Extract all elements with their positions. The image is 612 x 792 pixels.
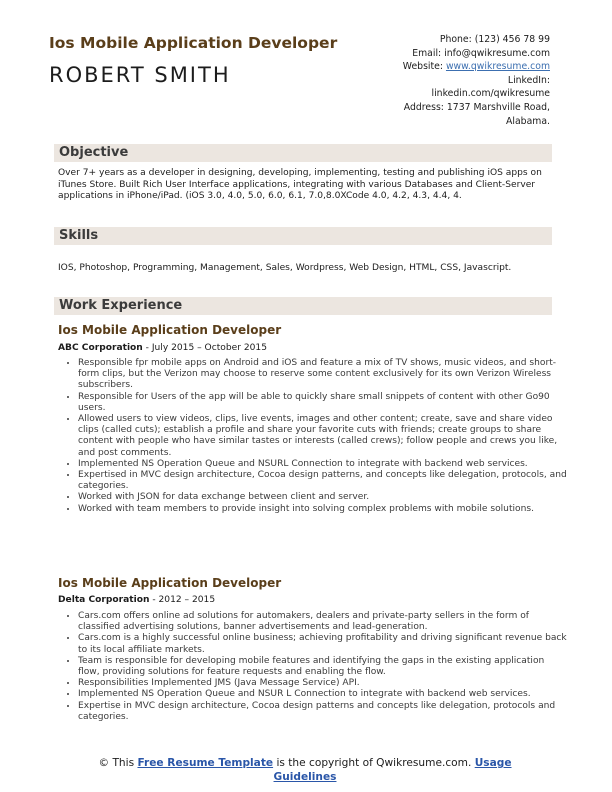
candidate-name: ROBERT SMITH [49,63,231,87]
job-bullet: • Implemented NS Operation Queue and NSUR L Connection to integrate with backend web services. [78,689,568,700]
job-dates: - 2012 – 2015 [149,595,216,605]
contact-address-line2: Alabama. [506,115,550,127]
job-bullet-list [58,611,568,723]
job-bullet: • Expertise in MVC design architecture, Cocoa design patterns and concepts like delegation, protocols and categories. [78,701,568,723]
job-title: Ios Mobile Application Developer [58,576,282,590]
skills-text: IOS, Photoshop, Programming, Management, Sales, Wordpress, Web Design, HTML, CSS, Javascript. [58,263,512,273]
footer-middle: is the copyright of Qwikresume.com. [273,757,475,769]
footer-prefix: © This [98,757,138,769]
website-link[interactable]: www.qwikresume.com [445,61,550,73]
contact-website [320,60,550,74]
work-experience-section-header [54,297,552,315]
website-label: Website: [402,61,446,73]
contact-block [320,33,550,128]
footer-copyright [70,757,540,784]
job-title: Ios Mobile Application Developer [58,323,282,337]
objective-section-header [54,144,552,162]
job-company-line [58,343,267,353]
job-company-line [58,595,215,605]
work-experience-heading: Work Experience [59,298,183,313]
contact-phone: Phone: (123) 456 78 99 [439,34,550,45]
job-bullet: • Worked with JSON for data exchange between client and server. [78,492,568,503]
contact-linkedin-url: linkedin.com/qwikresume [431,88,550,100]
company-name: Delta Corporation [58,595,150,605]
job-bullet: • Responsibilities Implemented JMS (Java Message Service) API. [78,678,568,689]
contact-email: Email: info@qwikresume.com [412,47,550,59]
company-name: ABC Corporation [58,343,143,353]
job-bullet: • Worked with team members to provide insight into solving complex problems with mobile solutions. [78,504,568,515]
job-bullet-list [58,358,568,515]
header-job-title: Ios Mobile Application Developer [49,34,338,52]
job-bullet: • Allowed users to view videos, clips, live events, images and other content; create, save and share video clips (called cuts); establish a profile and share your favorite cuts with friends; create groups to share content with people who have similar tastes or interests (called crews); follow people and crews you like, and post comments. [78,414,568,459]
objective-text: Over 7+ years as a developer in designing, developing, implementing, testing and publishing iOS apps on iTunes Store. Built Rich User Interface applications, integrating with various Databases and Client-Server applications in iPhone/iPad. (iOS 3.0, 4.0, 5.0, 6.0, 6.1, 7.0,8.0XCode 4.0, 4.2, 4.3, 4.4, 4. [58,168,542,202]
job-bullet: • Responsible fpr mobile apps on Android and iOS and feature a mix of TV shows, music videos, and short-form clips, but the Verizon may choose to reserve some content exclusively for its own Verizon Wireless subscribers. [78,358,568,392]
job-dates: - July 2015 – October 2015 [142,343,267,353]
usage-guidelines-link[interactable]: Usage Guidelines [273,757,512,783]
contact-linkedin-label: LinkedIn: [507,74,550,86]
objective-heading: Objective [59,145,129,160]
job-bullet: • Implemented NS Operation Queue and NSURL Connection to integrate with backend web services. [78,459,568,470]
contact-address-line1: Address: 1737 Marshville Road, [403,101,550,113]
job-bullet: • Cars.com offers online ad solutions for automakers, dealers and private-party sellers in the form of classified advertising solutions, banner advertisements and lead-generation. [78,611,568,633]
skills-heading: Skills [59,228,99,243]
job-bullet: • Team is responsible for developing mobile features and identifying the gaps in the existing application flow, providing solutions for feature requests and enabling the flow. [78,656,568,678]
free-resume-template-link[interactable]: Free Resume Template [137,757,274,769]
job-bullet: • Expertised in MVC design architecture, Cocoa design patterns, and concepts like delegation, protocols, and categories. [78,470,568,492]
job-bullet: • Responsible for Users of the app will be able to quickly share small snippets of content with other Go90 users. [78,392,568,414]
skills-section-header [54,227,552,245]
job-bullet: • Cars.com is a highly successful online business; achieving profitability and driving significant revenue back to its local affiliate markets. [78,633,568,655]
